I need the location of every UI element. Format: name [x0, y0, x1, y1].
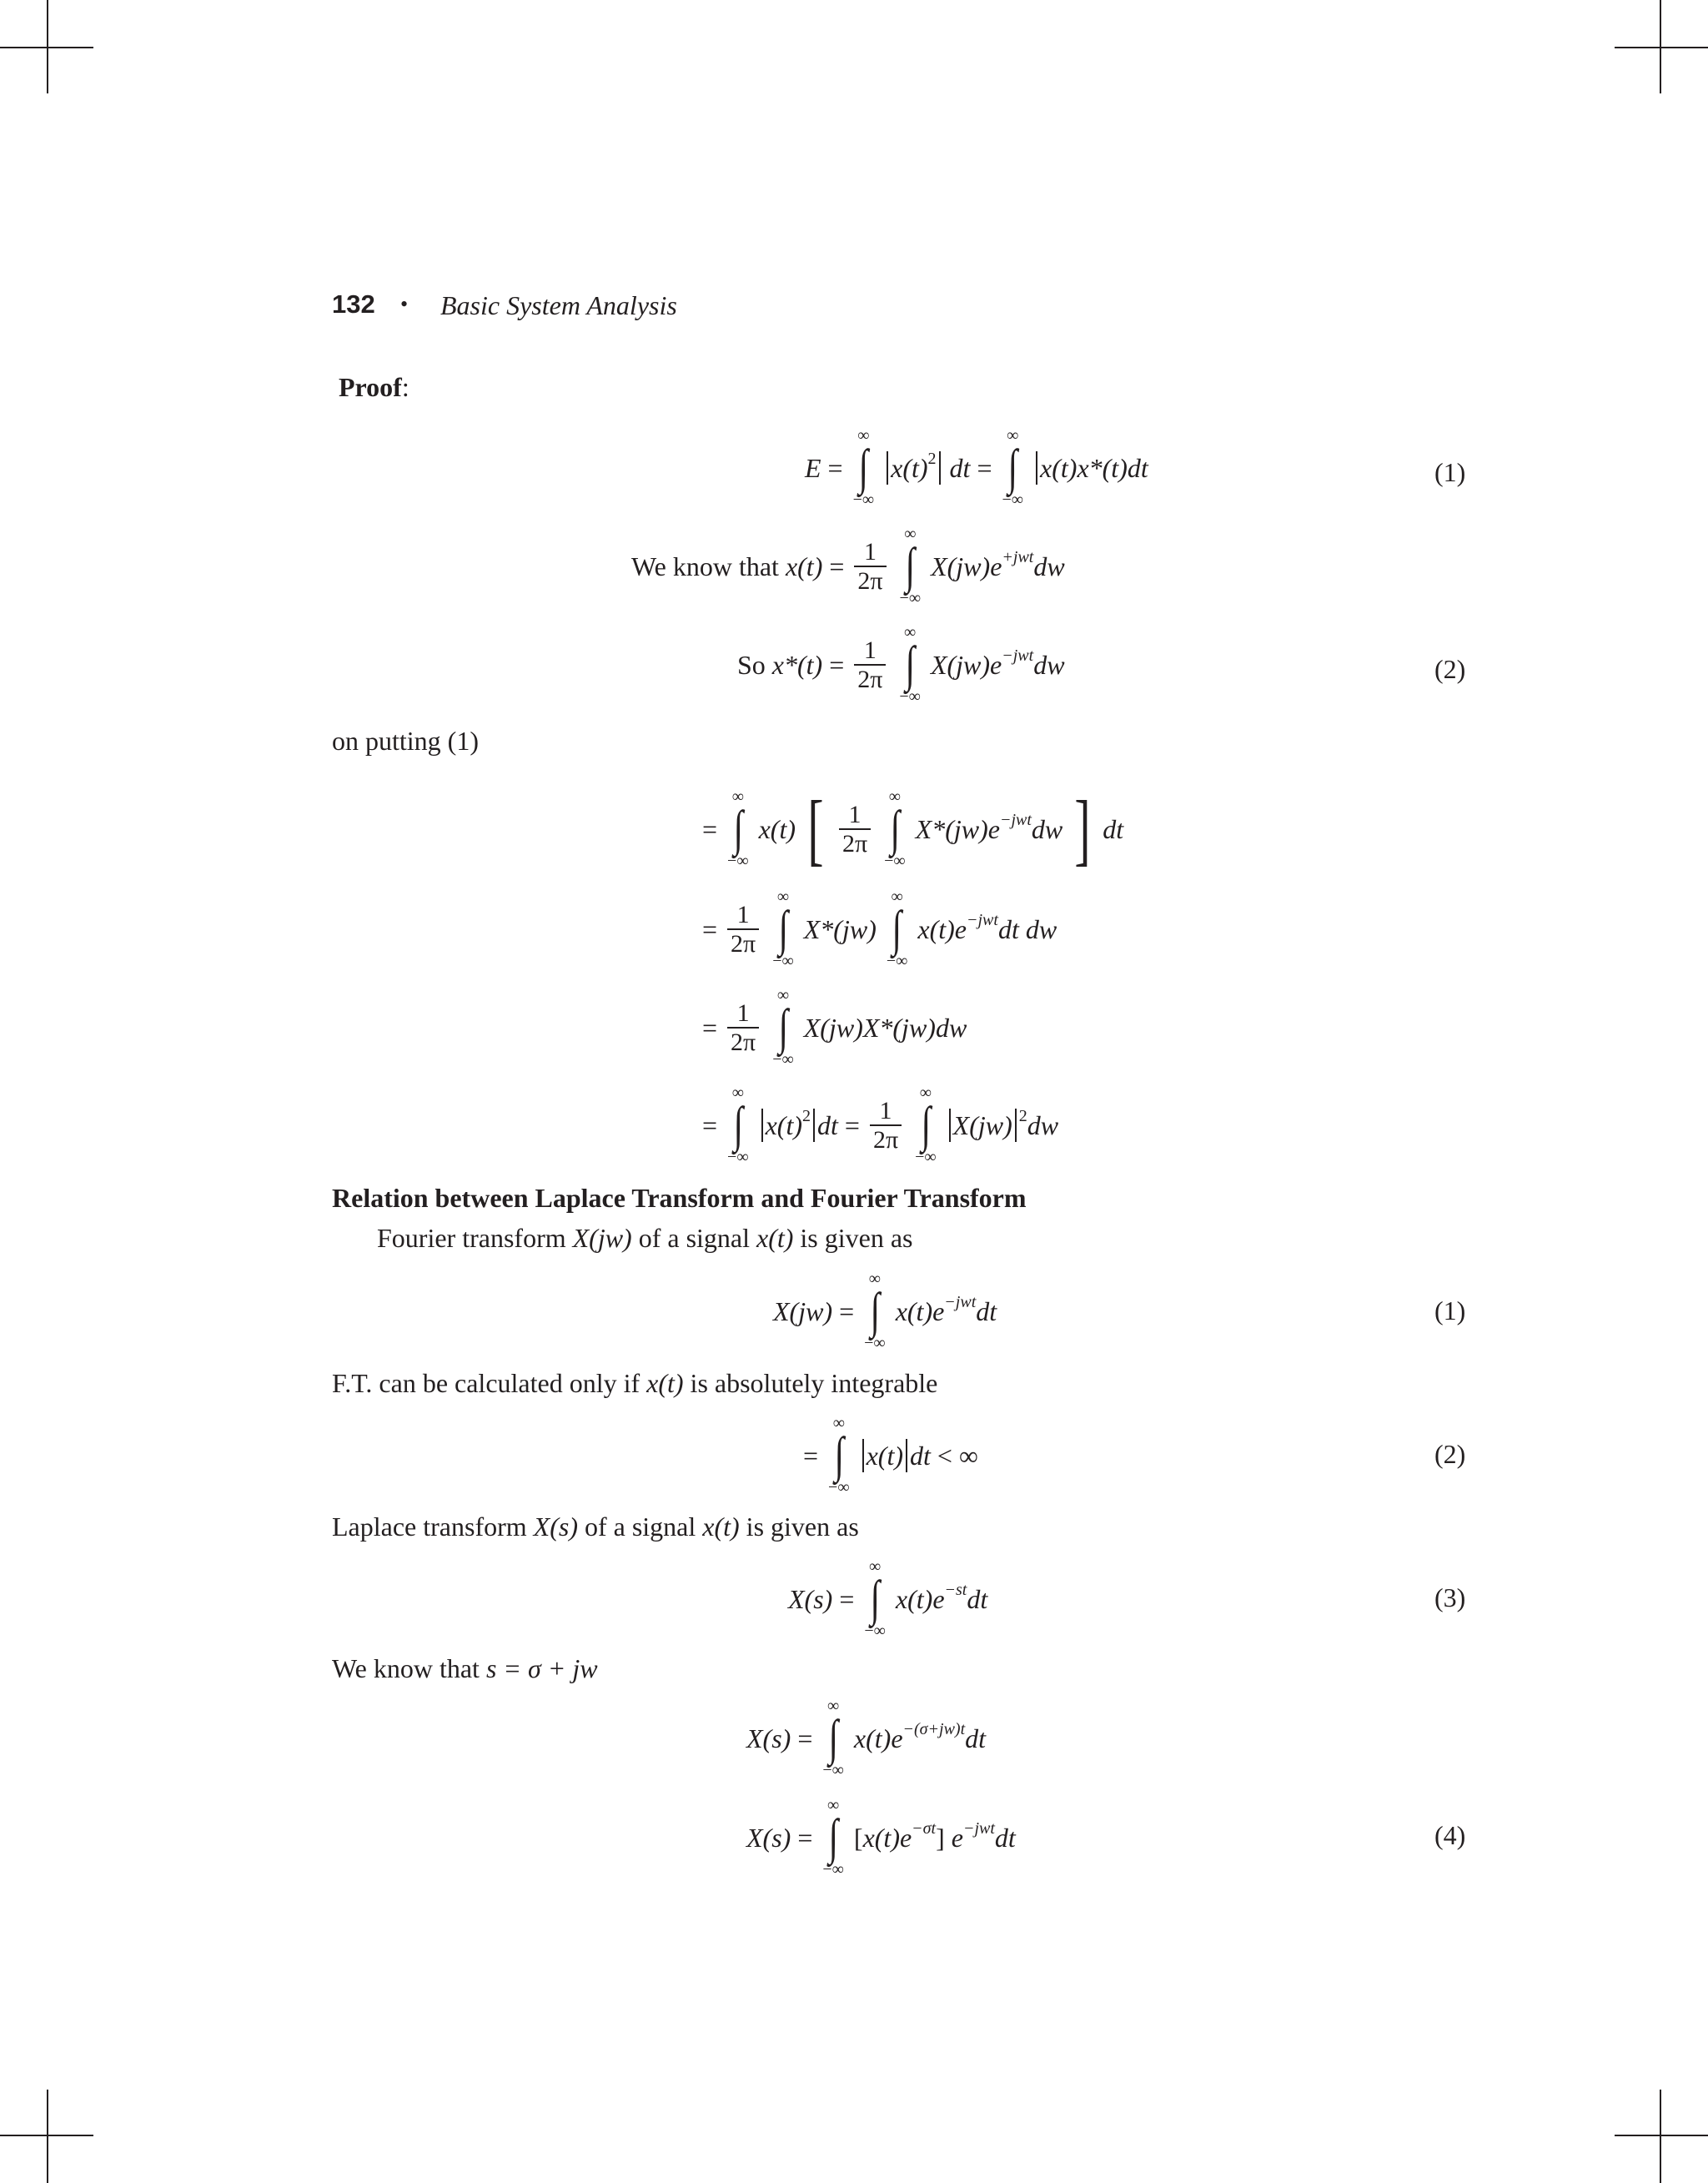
page-number: 132 [332, 289, 375, 319]
section-heading: Relation between Laplace Transform and Fourier Transform [332, 1183, 1027, 1213]
paragraph-fourier-intro: Fourier transform X(jw) of a signal x(t) is given as [377, 1223, 913, 1253]
equation-conjugate: So x*(t) = $\frac{1}{2\pi}$ ∞ ∫ −∞ $X(jw)e^{-jwt}dw$ [737, 623, 1065, 706]
equation-number: (3) [1434, 1582, 1466, 1612]
crop-mark [1660, 0, 1661, 93]
crop-mark [47, 2090, 48, 2183]
crop-mark [1660, 2090, 1661, 2183]
paragraph-s-definition: We know that s = σ + jw [332, 1653, 598, 1683]
equation-number: (2) [1434, 654, 1466, 684]
derivation-step-4: = ∞ ∫ −∞ $x(t)^2$ dt = $\frac{1}{2\pi}$ ∞ ∫ −∞ X(jw) $^2$dw [702, 1084, 1059, 1166]
crop-mark [1615, 2135, 1708, 2136]
paragraph-laplace-intro: Laplace transform X(s) of a signal x(t) is given as [332, 1512, 859, 1542]
running-head: Basic System Analysis [440, 290, 677, 320]
derivation-step-1: = ∞ ∫ −∞ x(t) [ $\frac{1}{2\pi}$ ∞ ∫ −∞ $X*(jw)e^{-jwt}dw$ ] dt [702, 783, 1124, 873]
paragraph-text: on putting (1) [332, 726, 479, 756]
equation-laplace-as-fourier: X(s) = ∞ ∫ −∞ $[x(t)e^{-\sigma t}]$ $e^{-jwt}dt$ [746, 1796, 1016, 1879]
derivation-step-2: = $\frac{1}{2\pi}$ ∞ ∫ −∞ X*(jw) ∞ ∫ −∞ $x(t)e^{-jwt}dt$ dw [702, 888, 1057, 970]
header-bullet: • [400, 292, 409, 316]
crop-mark [1615, 47, 1708, 48]
equation-laplace-transform: X(s) = ∞ ∫ −∞ $x(t)e^{-st}dt$ [788, 1557, 988, 1640]
derivation-step-3: = $\frac{1}{2\pi}$ ∞ ∫ −∞ X(jw)X*(jw)dw [702, 986, 967, 1069]
equation-number: (2) [1434, 1439, 1466, 1469]
equation-absolute-integrable: = ∞ ∫ −∞ x(t) dt < ∞ [803, 1414, 978, 1496]
equation-fourier-transform: X(jw) = ∞ ∫ −∞ $x(t)e^{-jwt}dt$ [773, 1270, 997, 1352]
paragraph-ft-condition: F.T. can be calculated only if x(t) is absolutely integrable [332, 1368, 938, 1398]
proof-label: Proof: [339, 372, 409, 402]
equation-number: (1) [1434, 1295, 1466, 1325]
crop-mark [47, 0, 48, 93]
equation-inverse-ft: We know that x(t) = $\frac{1}{2\pi}$ ∞ ∫ −∞ $X(jw)e^{+jwt}dw$ [631, 525, 1065, 607]
equation-laplace-substituted: X(s) = ∞ ∫ −∞ $x(t)e^{-(\sigma+jw)t}dt$ [746, 1697, 987, 1779]
equation-energy: E = ∞ ∫ −∞ $x(t)^2$ dt = ∞ ∫ −∞ x(t)x*(t)dt [805, 426, 1148, 509]
equation-number: (4) [1434, 1820, 1466, 1850]
equation-number: (1) [1434, 457, 1466, 487]
